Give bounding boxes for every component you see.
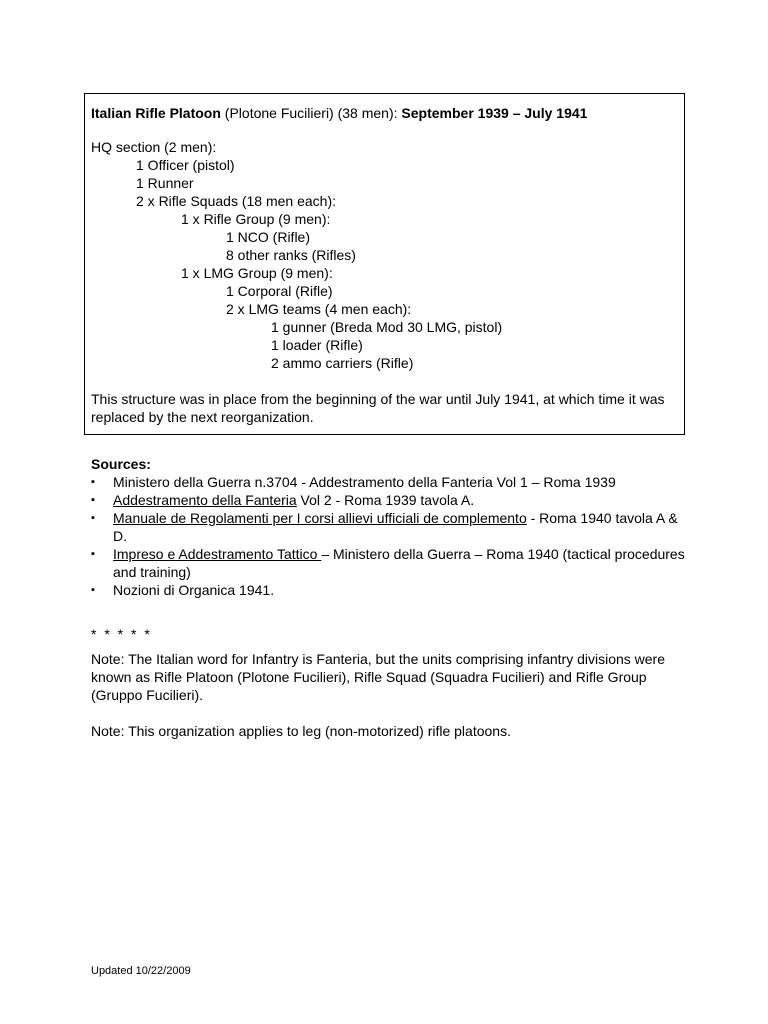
source-text: Ministero della Guerra n.3704 - Addestramento della Fanteria Vol 1 – Roma 1939 [113, 474, 616, 490]
platoon-structure-box [84, 93, 685, 435]
structure-paragraph: This structure was in place from the beginning of the war until July 1941, at which time it was replaced by the next reorganization. [91, 391, 665, 425]
updated-footer: Updated 10/22/2009 [91, 965, 191, 977]
org-line: 1 loader (Rifle) [271, 337, 363, 353]
bullet-icon: ▪ [91, 512, 95, 524]
title-dates: September 1939 – July 1941 [401, 105, 588, 121]
section-separator: * * * * * [91, 626, 152, 642]
title-bold: Italian Rifle Platoon [91, 105, 221, 121]
source-item [91, 473, 691, 491]
note-paragraph: Note: The Italian word for Infantry is Fanteria, but the units comprising infantry divisions were known as Rifle Platoon (Plotone Fucilieri), Rifle Squad (Squadra Fucilieri) and Rifle Group (Gruppo Fucilieri). [91, 651, 666, 703]
source-item [91, 509, 691, 545]
source-title: Impreso e Addestramento Tattico [113, 546, 322, 562]
notes-section [91, 650, 691, 758]
org-line: 1 x Rifle Group (9 men): [181, 211, 331, 227]
source-item [91, 491, 691, 509]
org-line: 1 Corporal (Rifle) [226, 283, 333, 299]
org-line: 2 ammo carriers (Rifle) [271, 355, 414, 371]
org-line: 2 x Rifle Squads (18 men each): [136, 193, 336, 209]
source-title: Manuale de Regolamenti per I corsi allievi ufficiali de complemento [113, 510, 527, 526]
sources-heading: Sources: [91, 456, 151, 472]
org-line: 1 Runner [136, 175, 194, 191]
source-item [91, 545, 691, 581]
org-line: 1 NCO (Rifle) [226, 229, 311, 245]
org-line: 2 x LMG teams (4 men each): [226, 301, 412, 317]
org-line: 1 gunner (Breda Mod 30 LMG, pistol) [271, 319, 503, 335]
source-item [91, 581, 691, 599]
org-line: HQ section (2 men): [91, 139, 217, 155]
source-text: Vol 2 - Roma 1939 tavola A. [296, 492, 475, 508]
source-text: Nozioni di Organica 1941. [113, 582, 275, 598]
sources-list [91, 473, 691, 599]
bullet-icon: ▪ [91, 494, 95, 506]
source-title: Addestramento della Fanteria [113, 492, 297, 508]
org-structure-list [91, 138, 677, 372]
org-line: 1 x LMG Group (9 men): [181, 265, 333, 281]
source-text: – Ministero della Guerra – Roma 1940 (tactical procedures and training) [113, 546, 685, 580]
platoon-title [91, 104, 677, 122]
sources-section [91, 455, 691, 599]
source-text: - Roma 1940 tavola A & D. [113, 510, 678, 544]
org-line: 1 Officer (pistol) [136, 157, 235, 173]
bullet-icon: ▪ [91, 584, 95, 596]
bullet-icon: ▪ [91, 548, 95, 560]
org-line: 8 other ranks (Rifles) [226, 247, 356, 263]
note-paragraph: Note: This organization applies to leg (non-motorized) rifle platoons. [91, 723, 511, 739]
bullet-icon: ▪ [91, 476, 95, 488]
title-subtitle: (Plotone Fucilieri) (38 men): [220, 105, 402, 121]
